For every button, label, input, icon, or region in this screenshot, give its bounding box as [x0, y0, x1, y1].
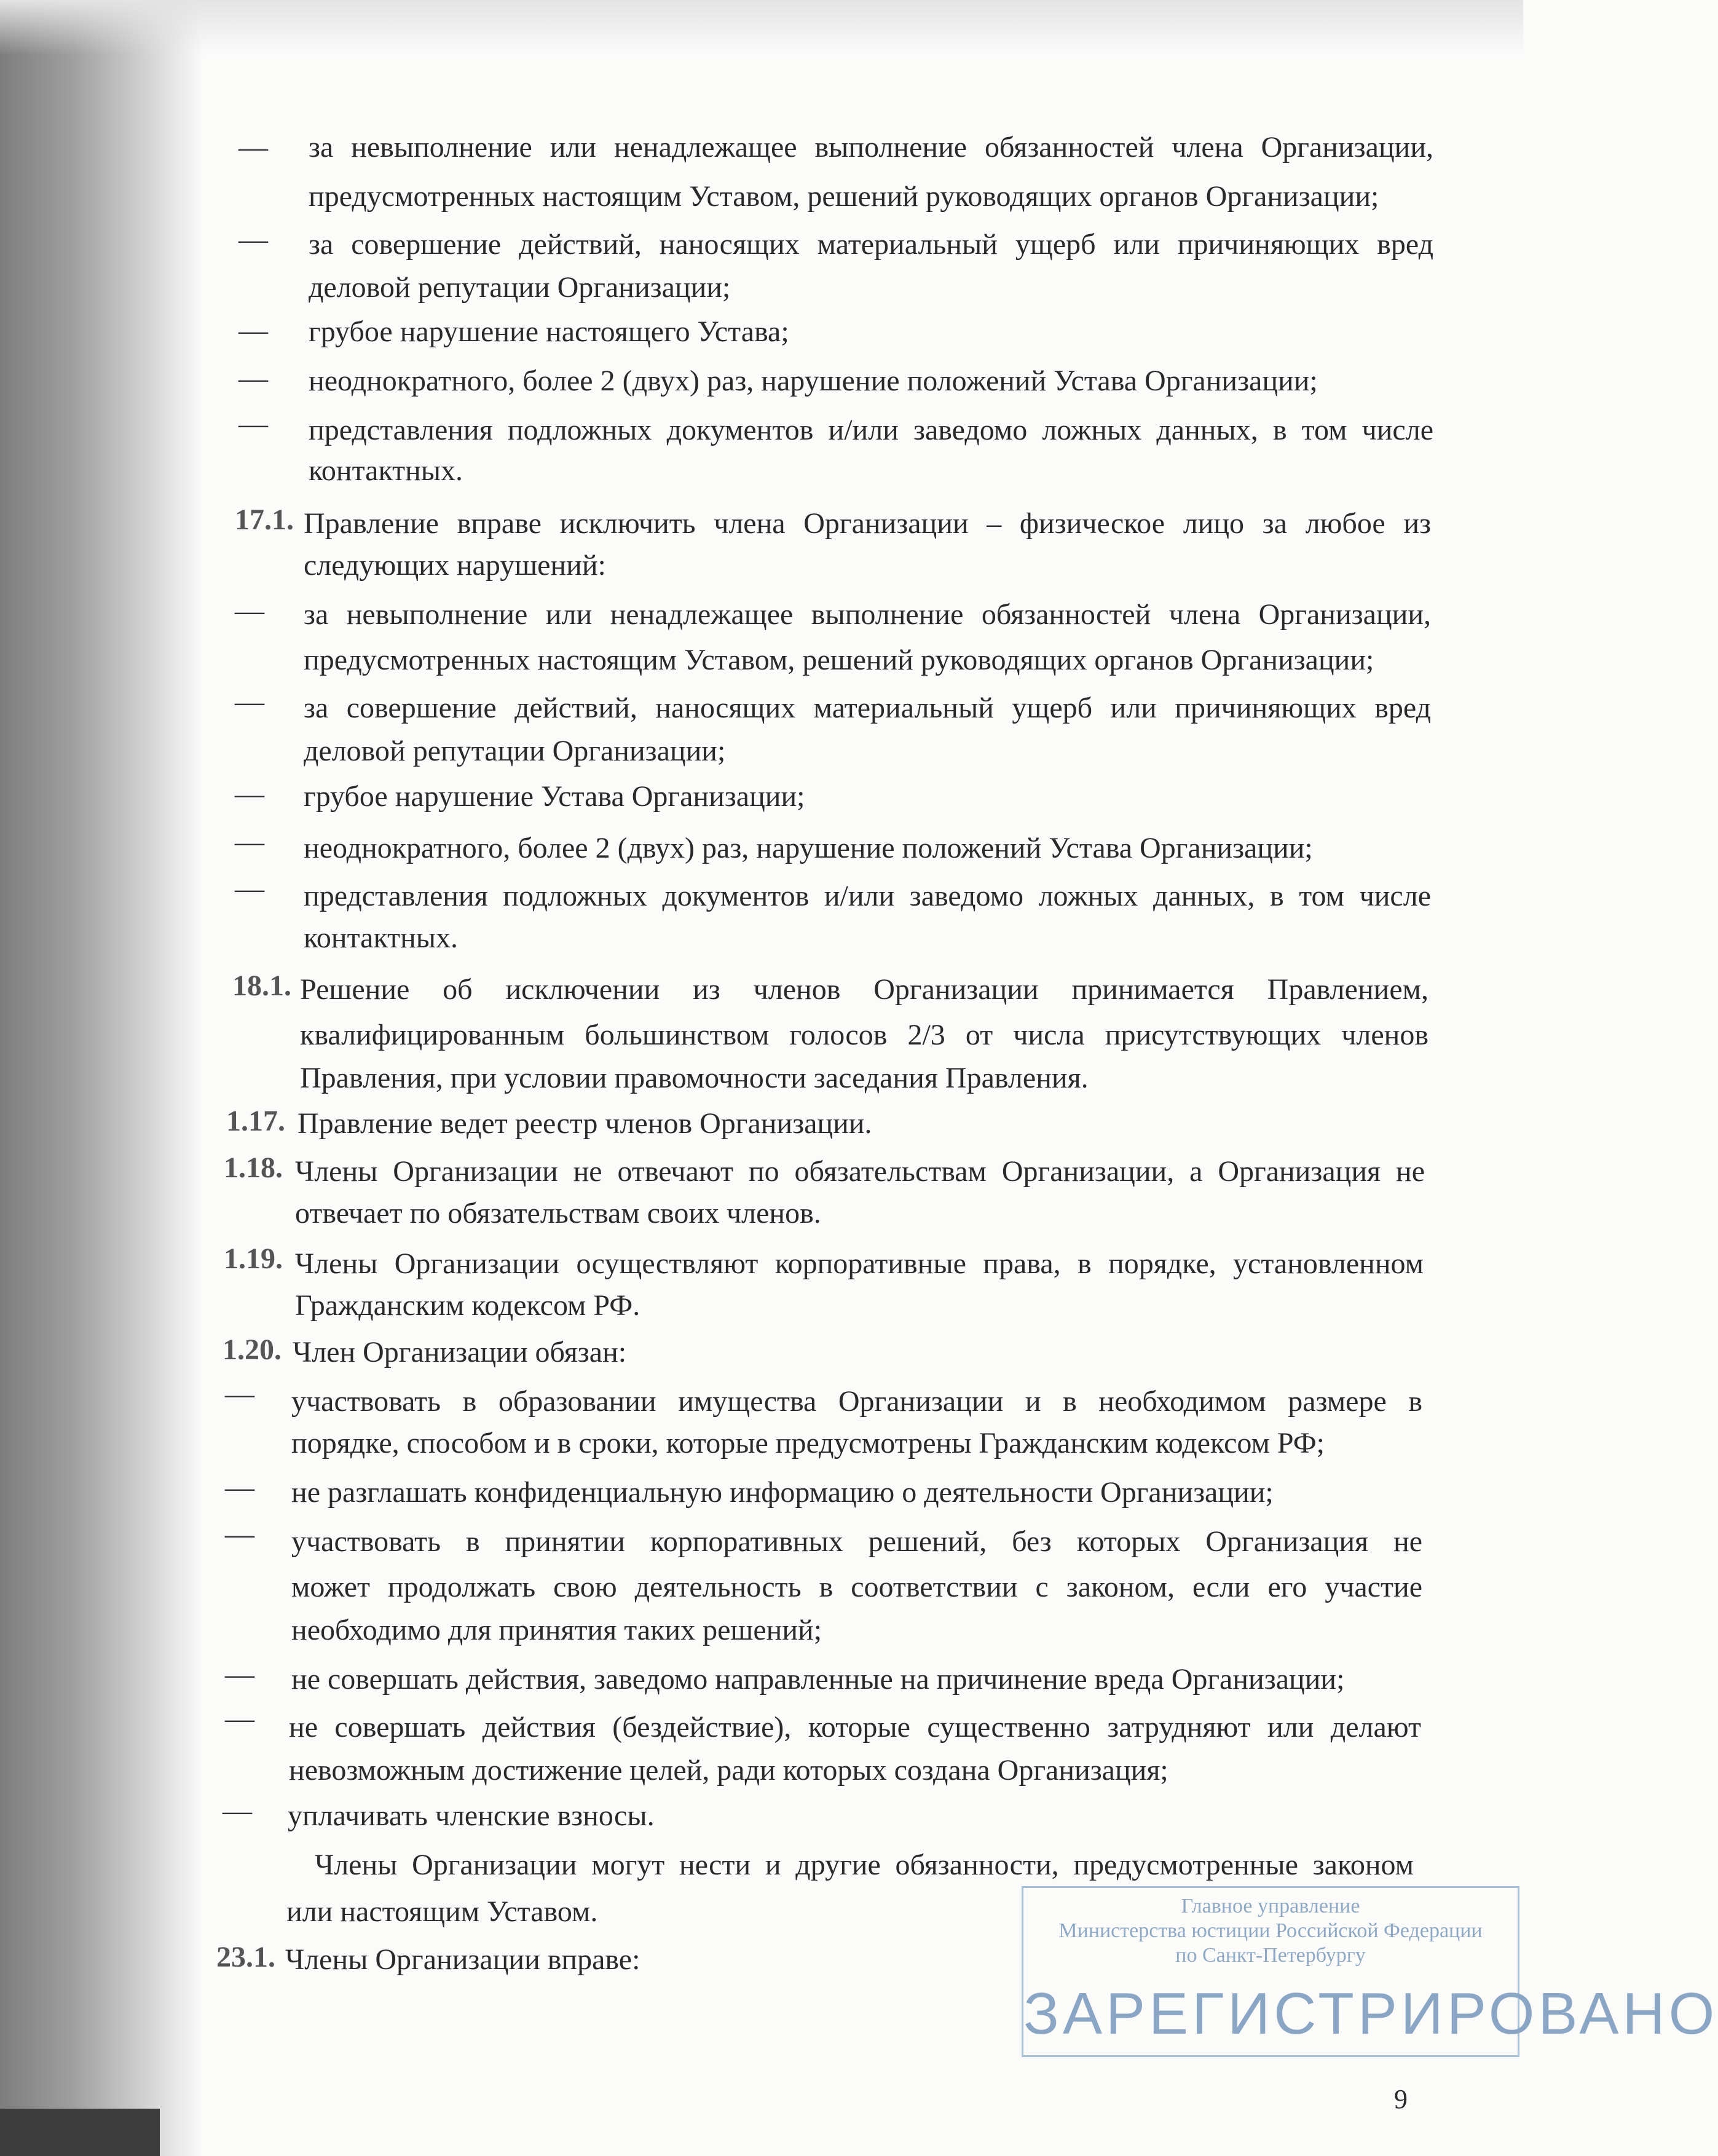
bullet-dash: —: [223, 1795, 252, 1827]
text-line: деловой репутации Организации;: [304, 735, 726, 767]
bullet-dash: —: [238, 223, 268, 256]
text-line: деловой репутации Организации;: [309, 271, 731, 304]
stamp-registered: ЗАРЕГИСТРИРОВАНО: [1023, 1981, 1718, 2047]
text-line: не совершать действия (бездействие), которые существенно затрудняют или делают: [289, 1711, 1421, 1743]
stamp-line-2: Министерства юстиции Российской Федерации: [1058, 1919, 1483, 1942]
registration-stamp: [1022, 1886, 1718, 2057]
stamp-line-1: Главное управление: [1181, 1895, 1360, 1917]
bullet-dash: —: [238, 131, 268, 164]
bullet-dash: —: [235, 594, 264, 627]
text-line: участвовать в образовании имущества Организации и в необходимом размере в: [291, 1385, 1422, 1418]
stamp-line-3: по Санкт-Петербургу: [1175, 1944, 1366, 1967]
bullet-dash: —: [225, 1518, 254, 1550]
text-line: Члены Организации не отвечают по обязательствам Организации, а Организация не: [295, 1155, 1425, 1188]
section-number: 23.1.: [216, 1941, 275, 1973]
text-line: Члены Организации вправе:: [285, 1943, 640, 1976]
section-number: 1.19.: [224, 1242, 283, 1275]
section-number: 1.18.: [224, 1151, 283, 1184]
text-line: Члены Организации осуществляют корпоративные права, в порядке, установленном: [295, 1247, 1424, 1280]
text-line: предусмотренных настоящим Уставом, решений руководящих органов Организации;: [309, 180, 1379, 213]
text-line: Правления, при условии правомочности заседания Правления.: [300, 1062, 1089, 1094]
bullet-dash: —: [225, 1658, 254, 1691]
page-number: 9: [1394, 2084, 1408, 2114]
bullet-dash: —: [238, 408, 268, 440]
text-line: не разглашать конфиденциальную информацию о деятельности Организации;: [291, 1476, 1274, 1509]
text-line: порядке, способом и в сроки, которые предусмотрены Гражданским кодексом РФ;: [291, 1427, 1325, 1459]
text-line: за невыполнение или ненадлежащее выполнение обязанностей члена Организации,: [309, 131, 1433, 164]
section-number: 17.1.: [235, 503, 294, 536]
text-line: за совершение действий, наносящих материальный ущерб или причиняющих вред: [304, 692, 1431, 724]
bullet-dash: —: [225, 1702, 254, 1735]
text-line: может продолжать свою деятельность в соответствии с законом, если его участие: [291, 1571, 1422, 1603]
text-line: необходимо для принятия таких решений;: [291, 1614, 822, 1646]
bullet-dash: —: [238, 314, 268, 347]
text-line: отвечает по обязательствам своих членов.: [295, 1197, 821, 1230]
text-line: Гражданским кодексом РФ.: [295, 1289, 640, 1322]
text-line: предусмотренных настоящим Уставом, решений руководящих органов Организации;: [304, 644, 1374, 676]
text-line: контактных.: [304, 922, 459, 954]
bullet-dash: —: [238, 362, 268, 395]
bullet-dash: —: [235, 685, 264, 718]
text-line: представления подложных документов и/или заведомо ложных данных, в том числе: [304, 880, 1431, 912]
text-line: Правление ведет реестр членов Организации.: [297, 1107, 872, 1140]
text-line: за невыполнение или ненадлежащее выполнение обязанностей члена Организации,: [304, 598, 1431, 631]
text-line: следующих нарушений:: [304, 549, 606, 582]
section-number: 1.20.: [223, 1333, 282, 1366]
text-line: участвовать в принятии корпоративных решений, без которых Организация не: [291, 1525, 1422, 1558]
text-line: невозможным достижение целей, ради которых создана Организация;: [289, 1754, 1168, 1787]
text-line: или настоящим Уставом.: [286, 1895, 598, 1928]
text-line: за совершение действий, наносящих материальный ущерб или причиняющих вред: [309, 228, 1433, 261]
text-line: грубое нарушение Устава Организации;: [304, 780, 805, 813]
bullet-dash: —: [235, 872, 264, 905]
bullet-dash: —: [235, 778, 264, 810]
text-line: не совершать действия, заведомо направленные на причинение вреда Организации;: [291, 1663, 1345, 1696]
text-line: грубое нарушение настоящего Устава;: [309, 315, 789, 348]
text-line: Член Организации обязан:: [293, 1336, 627, 1368]
section-number: 1.17.: [226, 1105, 285, 1137]
text-line: уплачивать членские взносы.: [288, 1799, 655, 1832]
text-line: Правление вправе исключить члена Организации – физическое лицо за любое из: [304, 507, 1431, 540]
bullet-dash: —: [235, 826, 264, 858]
section-number: 18.1.: [232, 969, 291, 1002]
text-line: Решение об исключении из членов Организации принимается Правлением,: [300, 973, 1428, 1006]
text-line: неоднократного, более 2 (двух) раз, нарушение положений Устава Организации;: [309, 365, 1318, 397]
bullet-dash: —: [225, 1378, 254, 1410]
text-line: Члены Организации могут нести и другие обязанности, предусмотренные законом: [315, 1849, 1414, 1881]
text-line: неоднократного, более 2 (двух) раз, нарушение положений Устава Организации;: [304, 832, 1313, 864]
text-line: представления подложных документов и/или заведомо ложных данных, в том числе: [309, 414, 1433, 446]
bullet-dash: —: [225, 1471, 254, 1504]
text-line: квалифицированным большинством голосов 2/3 от числа присутствующих членов: [300, 1019, 1428, 1051]
text-line: контактных.: [309, 454, 463, 487]
